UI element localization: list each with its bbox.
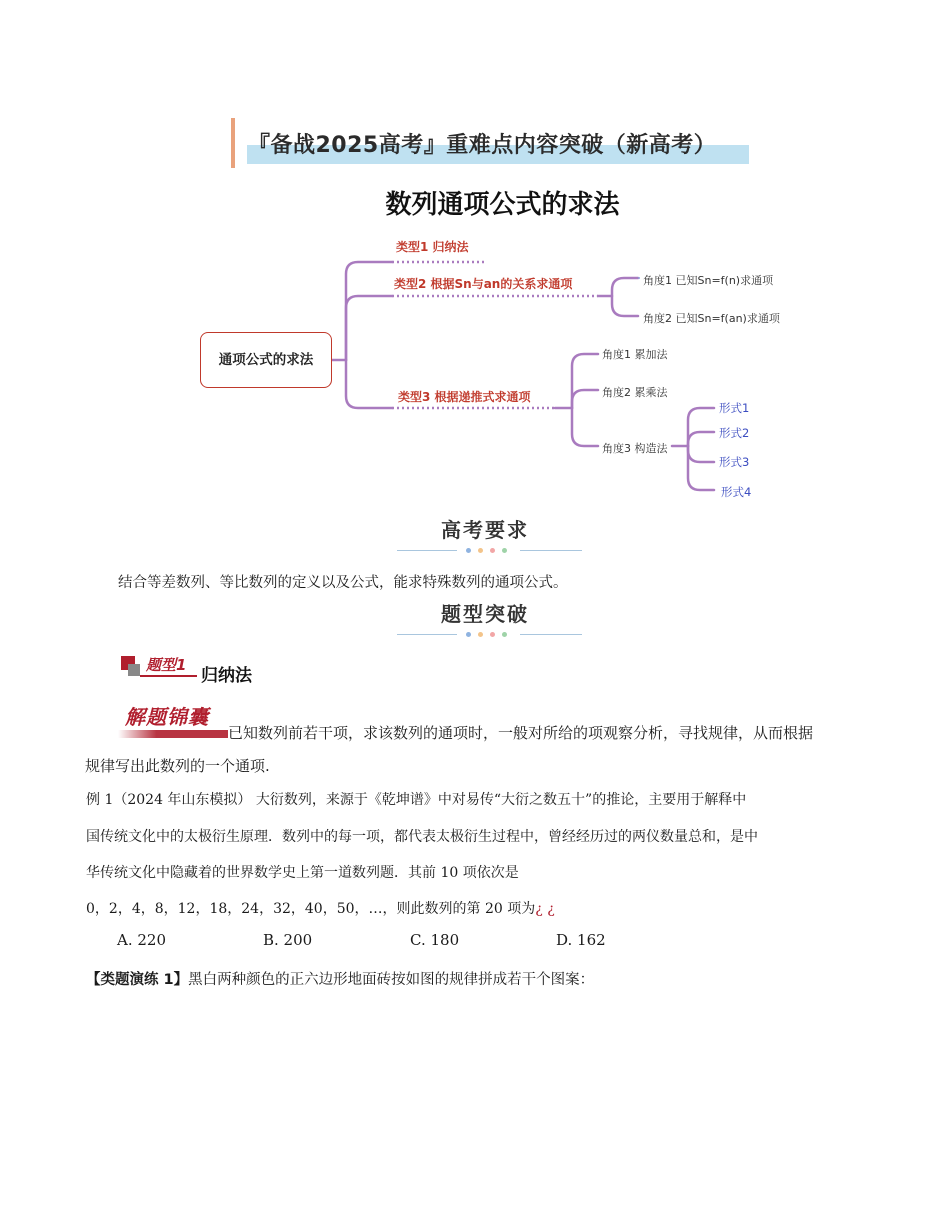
example-answer-blank: ¿ ¿ [535, 901, 555, 917]
mindmap-type2-angle1: 角度1 已知Sn=f(n)求通项 [643, 274, 774, 287]
mindmap-type2: 类型2 根据Sn与an的关系求通项 [394, 277, 573, 291]
practice-line [86, 968, 594, 989]
tip-text-line2: 规律写出此数列的一个通项. [85, 757, 270, 775]
mindmap-type3-angle1: 角度1 累加法 [602, 348, 668, 361]
decor-dot [502, 548, 507, 553]
breakthrough-rule-right [520, 634, 582, 635]
option-c[interactable]: C. 180 [410, 931, 460, 949]
decor-dot [490, 632, 495, 637]
tip-badge-stripe [118, 730, 228, 738]
decor-dot [502, 632, 507, 637]
mindmap-form-2: 形式2 [719, 426, 750, 440]
tip-text-line1: 已知数列前若干项，求该数列的通项时，一般对所给的项观察分析，寻找规律，从而根据 [228, 724, 814, 742]
banner-title: 『备战2025高考』重难点内容突破（新高考） [248, 133, 717, 158]
type-badge: 题型1 [146, 656, 187, 674]
tip-badge: 解题锦囊 [125, 705, 209, 729]
example-sequence: 0，2，4，8，12，18，24，32，40，50，…，则此数列的第 20 项为 [86, 901, 536, 917]
mindmap-type3-angle2: 角度2 累乘法 [602, 386, 668, 399]
mindmap-form-3: 形式3 [719, 455, 750, 469]
requirements-text: 结合等差数列、等比数列的定义以及公式，能求特殊数列的通项公式。 [118, 575, 568, 591]
decor-dot [466, 548, 471, 553]
decor-dot [478, 632, 483, 637]
decor-dot [478, 548, 483, 553]
mindmap-type2-angle2: 角度2 已知Sn=f(an)求通项 [643, 312, 780, 325]
page-title: 数列通项公式的求法 [385, 190, 620, 220]
decor-dot [490, 548, 495, 553]
mindmap-connectors [0, 0, 950, 520]
decor-dot [466, 632, 471, 637]
type-badge-square-icon [128, 664, 140, 676]
mindmap-type1: 类型1 归纳法 [396, 240, 469, 254]
breakthrough-rule-left [397, 634, 457, 635]
mindmap-form-4: 形式4 [721, 485, 752, 499]
type-badge-underline [140, 675, 197, 677]
example-line3: 华传统文化中隐藏着的世界数学史上第一道数列题．其前 10 项依次是 [86, 865, 519, 881]
type-name: 归纳法 [201, 666, 252, 686]
example-line1: 例 1（2024 年山东模拟） 大衍数列，来源于《乾坤谱》中对易传“大衍之数五十”的推论，主要用于解释中 [86, 792, 747, 808]
mindmap-form-1: 形式1 [719, 401, 750, 415]
example-line4 [86, 898, 555, 918]
practice-text: 黑白两种颜色的正六边形地面砖按如图的规律拼成若干个图案： [188, 972, 595, 988]
example-line2: 国传统文化中的太极衍生原理．数列中的每一项，都代表太极衍生过程中，曾经经历过的两仪数量总和，是中 [86, 829, 758, 845]
mindmap-root: 通项公式的求法 [200, 332, 332, 388]
requirements-rule-left [397, 550, 457, 551]
mindmap-type3: 类型3 根据递推式求通项 [398, 390, 531, 404]
breakthrough-heading: 题型突破 [441, 602, 529, 626]
practice-label: 【类题演练 1】 [86, 972, 189, 988]
mindmap-type3-angle3: 角度3 构造法 [602, 442, 668, 455]
option-d[interactable]: D. 162 [556, 931, 606, 949]
requirements-heading: 高考要求 [441, 518, 529, 542]
option-a[interactable]: A. 220 [117, 931, 166, 949]
requirements-rule-right [520, 550, 582, 551]
option-b[interactable]: B. 200 [263, 931, 313, 949]
